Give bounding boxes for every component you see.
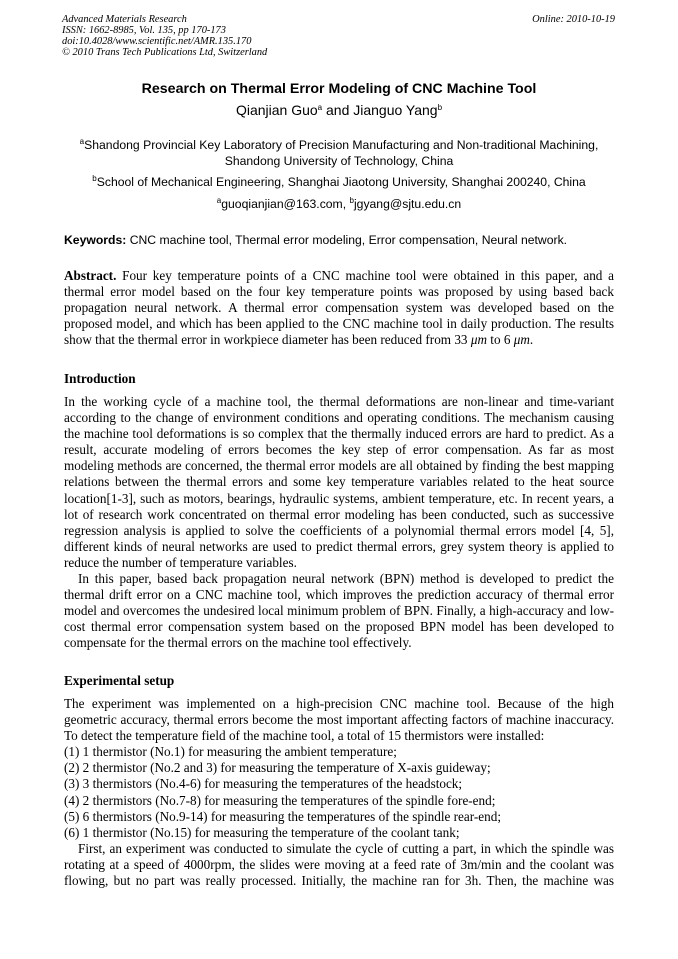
list-item: (4) 2 thermistors (No.7-8) for measuring the temperatures of the spindle fore-end; bbox=[64, 792, 496, 808]
emails-line bbox=[0, 196, 678, 212]
abstract-text: to 6 bbox=[486, 332, 514, 348]
author-affil-marker: a bbox=[317, 103, 323, 112]
keywords bbox=[64, 233, 567, 248]
unit-micrometer: μm bbox=[470, 332, 487, 348]
issn-line: ISSN: 1662-8985, Vol. 135, pp 170-173 bbox=[62, 25, 226, 36]
affiliation-a-line2: Shandong University of Technology, China bbox=[224, 154, 454, 168]
journal-name: Advanced Materials Research bbox=[62, 14, 187, 25]
author-name: Jianguo Yang bbox=[353, 102, 438, 118]
paragraph: The experiment was implemented on a high-precision CNC machine tool. Because of the high geometric accuracy, thermal errors become the most important affecting factors of machine inaccuracy. To detect the temperature field of the machine tool, a total of 15 thermistors were installed: bbox=[64, 696, 614, 744]
abstract-text: Four key temperature points of a CNC machine tool were obtained in this paper, and a thermal error model based on the four key temperature points was proposed by using based back propagation neural network. A thermal error compensation system was developed based on the proposed model, and which has been applied to the CNC machine tool in daily production. The results show that the thermal error in workpiece diameter has been reduced from 33 bbox=[64, 268, 614, 348]
list-item: (3) 3 thermistors (No.4-6) for measuring the temperatures of the headstock; bbox=[64, 776, 463, 792]
abstract-label: Abstract. bbox=[64, 268, 117, 283]
experimental-body bbox=[64, 696, 614, 889]
affil-marker: a bbox=[79, 137, 85, 146]
email-a[interactable]: guoqianjian@163.com, bbox=[221, 197, 350, 211]
unit-micrometer: μm bbox=[513, 332, 530, 348]
paper-title: Research on Thermal Error Modeling of CNC Machine Tool bbox=[141, 81, 537, 97]
abstract-text: . bbox=[529, 332, 534, 348]
list-item: (2) 2 thermistor (No.2 and 3) for measuring the temperature of X-axis guideway; bbox=[64, 760, 491, 776]
list-item: (1) 1 thermistor (No.1) for measuring the ambient temperature; bbox=[64, 744, 397, 760]
affil-text: Shandong Provincial Key Laboratory of Precision Manufacturing and Non-traditional Machining, bbox=[84, 138, 599, 152]
paragraph: In this paper, based back propagation neural network (BPN) method is developed to predict the thermal drift error on a CNC machine tool, which improves the prediction accuracy of thermal error model and overcomes the undesired local minimum problem of BPN. Finally, a high-accuracy and low-cost thermal error compensation system based on the proposed BPN model has been developed to compensate for the thermal errors on the machine tool effectively. bbox=[64, 571, 614, 651]
keywords-label: Keywords: bbox=[64, 233, 127, 247]
affil-text: School of Mechanical Engineering, Shanghai Jiaotong University, Shanghai 200240, China bbox=[96, 175, 586, 189]
journal-header bbox=[62, 14, 267, 58]
email-marker: a bbox=[216, 196, 222, 205]
introduction-body bbox=[64, 394, 614, 652]
email-marker: b bbox=[349, 196, 354, 205]
section-heading-introduction: Introduction bbox=[64, 371, 136, 386]
affiliation-a bbox=[0, 137, 678, 153]
author-joiner: and bbox=[322, 102, 354, 118]
abstract bbox=[64, 268, 614, 348]
list-item: (6) 1 thermistor (No.15) for measuring the temperature of the coolant tank; bbox=[64, 824, 460, 840]
doi-line: doi:10.4028/www.scientific.net/AMR.135.170 bbox=[62, 36, 252, 47]
paragraph: In the working cycle of a machine tool, the thermal deformations are non-linear and time-variant according to the change of environment conditions and operating conditions. The mechanism causing the machine tool deformations is so complex that the thermally induced errors are hard to predict. As a result, accurate modeling of errors becomes the key step of error compensation. As far as most modeling methods are concerned, the thermal error models are all obtained by finding the best mapping relations between the thermal errors and some key temperature variables related to the heat source location[1-3], such as motors, bearings, hydraulic systems, ambient temperature, etc. In recent years, a lot of research work concentrated on thermal error modeling has been conducted, such as successive regression analysis is applied to solve the coefficients of a polynomial thermal errors model [4, 5], different kinds of neural networks are used to predict thermal errors, grey system theory is applied to reduce the number of temperature variables. bbox=[64, 394, 614, 570]
affil-marker: b bbox=[92, 174, 97, 183]
paragraph: First, an experiment was conducted to simulate the cycle of cutting a part, in which the spindle was rotating at a speed of 4000rpm, the slides were moving at a feed rate of 3m/min and the coolant was flowing, but no part was really processed. Initially, the machine ran for 3h. Then, the machine was bbox=[64, 840, 614, 889]
list-item: (5) 6 thermistors (No.9-14) for measuring the temperatures of the spindle rear-end; bbox=[64, 808, 501, 824]
copyright-line: © 2010 Trans Tech Publications Ltd, Switzerland bbox=[62, 47, 268, 58]
section-heading-experimental: Experimental setup bbox=[64, 673, 175, 688]
keywords-text: CNC machine tool, Thermal error modeling, Error compensation, Neural network. bbox=[126, 233, 568, 247]
affiliation-b bbox=[0, 174, 678, 190]
email-b[interactable]: jgyang@sjtu.edu.cn bbox=[353, 197, 462, 211]
author-name: Qianjian Guo bbox=[235, 102, 318, 118]
author-affil-marker: b bbox=[437, 103, 443, 112]
authors-line bbox=[0, 101, 678, 119]
online-date: Online: 2010-10-19 bbox=[532, 14, 615, 25]
